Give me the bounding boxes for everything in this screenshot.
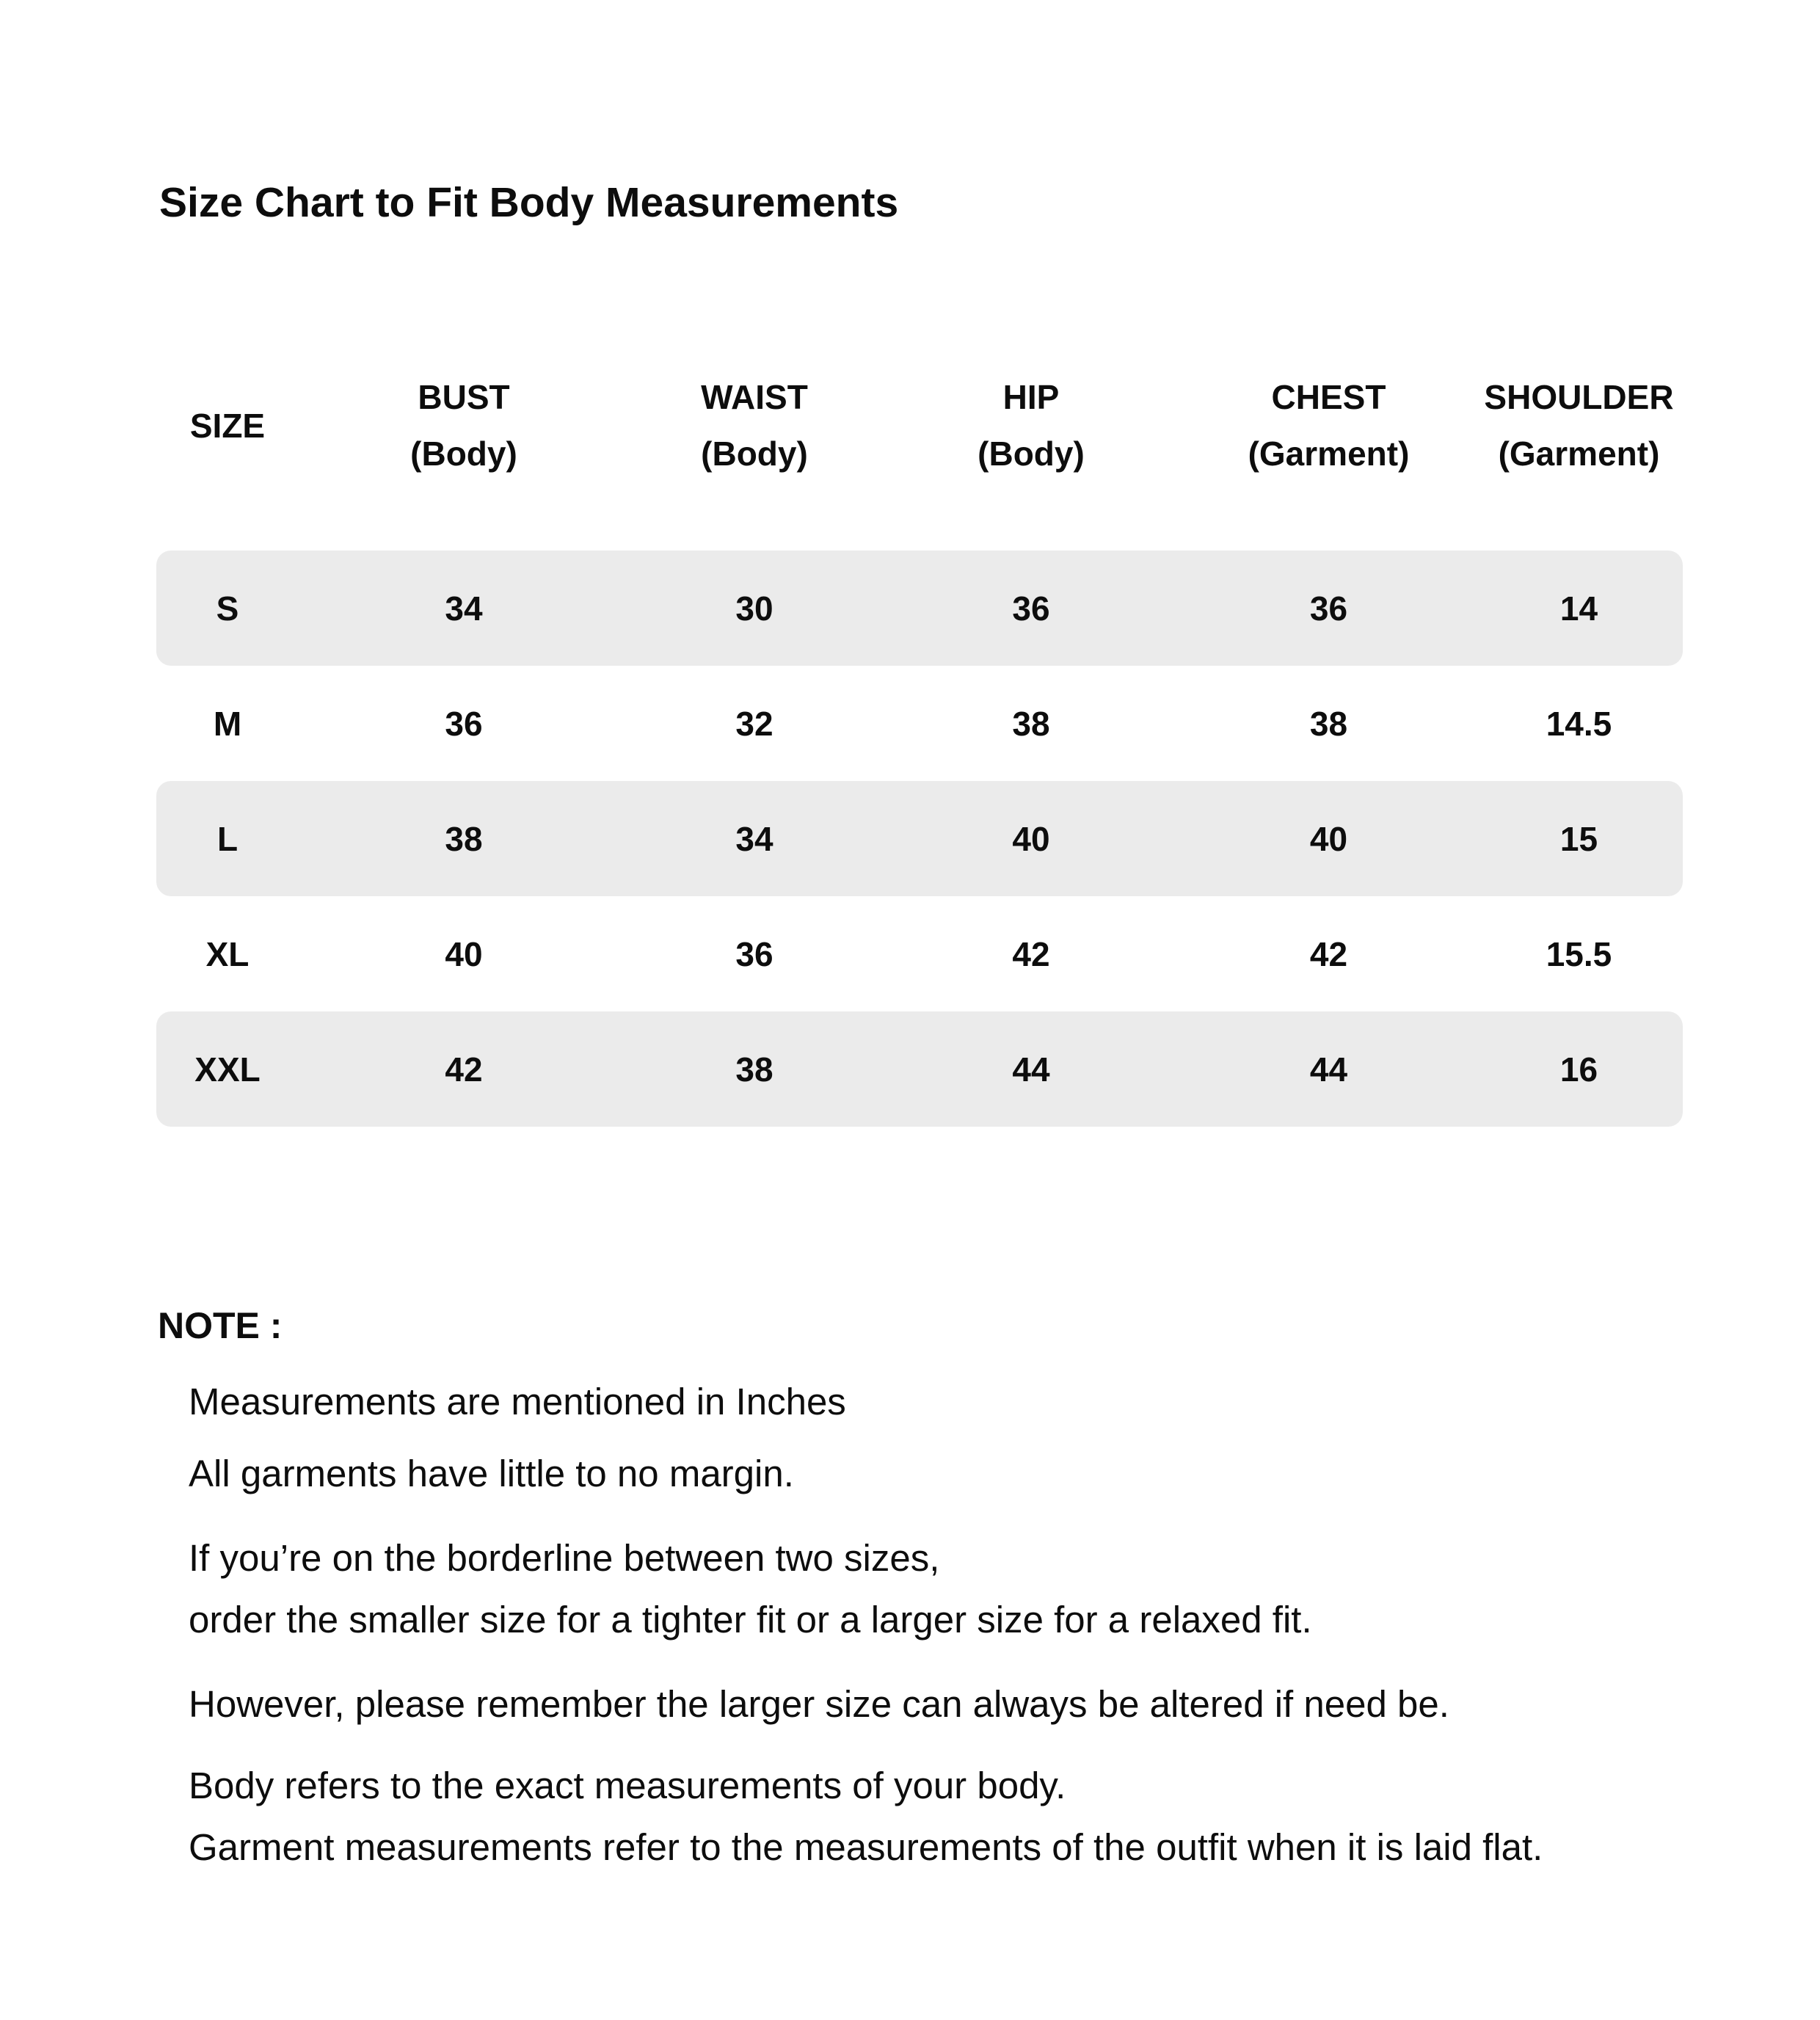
column-header-sublabel: (Garment)	[1498, 435, 1660, 473]
column-header-sublabel: (Body)	[701, 435, 808, 473]
note-paragraph-definitions	[189, 1755, 1543, 1878]
table-row-l	[156, 781, 1683, 896]
hip-value: 38	[1012, 704, 1050, 743]
column-header-label: SIZE	[189, 406, 266, 445]
note-line: Garment measurements refer to the measurements of the outfit when it is laid flat.	[189, 1826, 1543, 1868]
waist-value: 32	[735, 704, 774, 743]
note-paragraph-borderline	[189, 1527, 1312, 1651]
size-label: XXL	[194, 1050, 261, 1089]
size-chart-table	[156, 367, 1683, 1127]
hip-value: 42	[1012, 934, 1050, 973]
chest-value: 40	[1309, 819, 1348, 858]
shoulder-value: 16	[1559, 1050, 1598, 1089]
note-line: Body refers to the exact measurements of your body.	[189, 1765, 1066, 1806]
note-line: If you’re on the borderline between two sizes,	[189, 1537, 940, 1579]
column-header-sublabel: (Body)	[978, 435, 1085, 473]
waist-value: 30	[735, 589, 774, 628]
bust-value: 34	[445, 589, 483, 628]
shoulder-value: 15	[1559, 819, 1598, 858]
bust-value: 40	[445, 934, 483, 973]
size-label: XL	[205, 934, 250, 973]
waist-value: 36	[735, 934, 774, 973]
note-paragraph-units	[189, 1371, 846, 1433]
column-header-label: WAIST	[701, 378, 808, 416]
page-title: Size Chart to Fit Body Measurements	[159, 179, 899, 226]
shoulder-value: 14	[1559, 589, 1598, 628]
column-header-sublabel: (Body)	[410, 435, 517, 473]
bust-value: 36	[445, 704, 483, 743]
bust-value: 42	[445, 1050, 483, 1089]
waist-value: 34	[735, 819, 774, 858]
table-body	[156, 551, 1683, 1127]
column-header-label: HIP	[1002, 378, 1060, 416]
note-line: order the smaller size for a tighter fit or a larger size for a relaxed fit.	[189, 1599, 1312, 1641]
note-paragraph-alteration	[189, 1674, 1449, 1735]
table-row-s	[156, 551, 1683, 666]
chest-value: 38	[1309, 704, 1348, 743]
note-line: Measurements are mentioned in Inches	[189, 1381, 846, 1423]
column-header-hip	[880, 367, 1182, 484]
shoulder-value: 14.5	[1546, 704, 1612, 743]
note-paragraph-margin	[189, 1443, 794, 1505]
hip-value: 40	[1012, 819, 1050, 858]
column-header-label: BUST	[418, 378, 510, 416]
column-header-bust	[299, 367, 629, 484]
note-heading: NOTE :	[158, 1305, 283, 1346]
column-header-chest	[1182, 367, 1475, 484]
column-header-label: SHOULDER	[1484, 378, 1674, 416]
note-line: All garments have little to no margin.	[189, 1453, 794, 1494]
size-label: M	[213, 704, 242, 743]
column-header-size	[156, 367, 299, 484]
table-row-xl	[156, 896, 1683, 1011]
bust-value: 38	[445, 819, 483, 858]
waist-value: 38	[735, 1050, 774, 1089]
hip-value: 44	[1012, 1050, 1050, 1089]
chest-value: 36	[1309, 589, 1348, 628]
size-label: S	[216, 589, 239, 628]
table-row-m	[156, 666, 1683, 781]
table-row-xxl	[156, 1011, 1683, 1127]
column-header-waist	[629, 367, 880, 484]
shoulder-value: 15.5	[1546, 934, 1612, 973]
table-header-row	[156, 367, 1683, 484]
size-label: L	[216, 819, 239, 858]
hip-value: 36	[1012, 589, 1050, 628]
chest-value: 44	[1309, 1050, 1348, 1089]
column-header-shoulder	[1475, 367, 1683, 484]
note-line: However, please remember the larger size can always be altered if need be.	[189, 1683, 1449, 1725]
column-header-label: CHEST	[1271, 378, 1386, 416]
chest-value: 42	[1309, 934, 1348, 973]
column-header-sublabel: (Garment)	[1248, 435, 1410, 473]
